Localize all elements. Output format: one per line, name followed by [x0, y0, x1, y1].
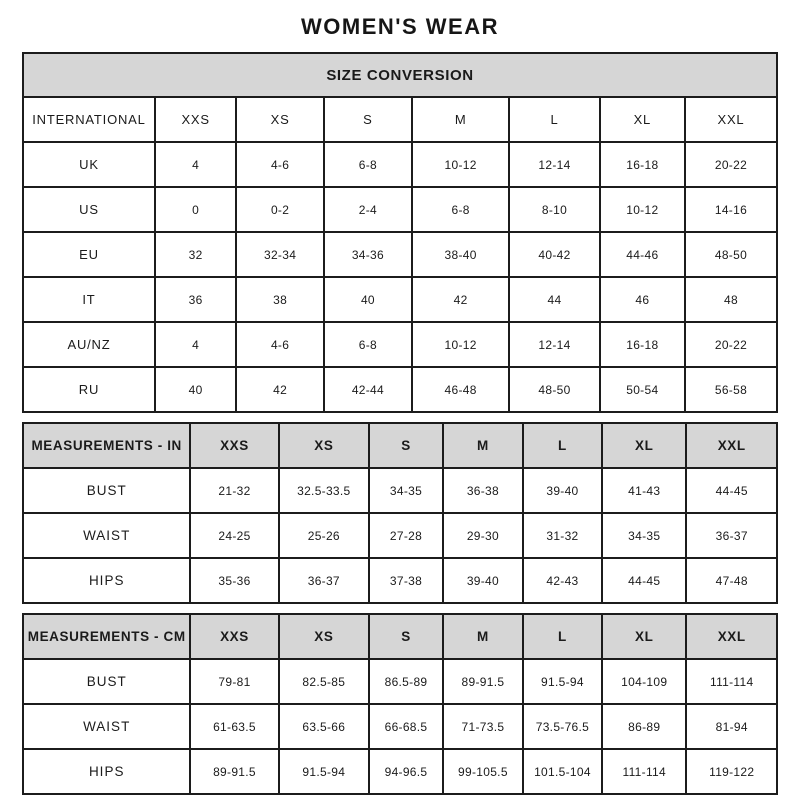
value-cell: 42 — [236, 367, 323, 412]
value-cell: 41-43 — [602, 468, 686, 513]
value-cell: 40 — [324, 277, 412, 322]
value-cell: 50-54 — [600, 367, 685, 412]
value-cell: 111-114 — [602, 749, 686, 794]
row-label-cell: UK — [23, 142, 155, 187]
value-cell: 44-45 — [602, 558, 686, 603]
table-row — [23, 322, 777, 367]
size-header-cell: XS — [279, 614, 369, 659]
size-header-cell: XXL — [686, 614, 777, 659]
value-cell: 42 — [412, 277, 509, 322]
row-label-cell: HIPS — [23, 749, 190, 794]
value-cell: 38 — [236, 277, 323, 322]
table-row — [23, 659, 777, 704]
row-label-cell: HIPS — [23, 558, 190, 603]
value-cell: 48 — [685, 277, 777, 322]
value-cell: 10-12 — [412, 142, 509, 187]
value-cell: 12-14 — [509, 142, 599, 187]
table-row — [23, 142, 777, 187]
size-header-cell: XXS — [190, 423, 278, 468]
size-header-cell: M — [412, 97, 509, 142]
value-cell: 36-37 — [686, 513, 777, 558]
measurements-in-table — [22, 422, 778, 604]
value-cell: 104-109 — [602, 659, 686, 704]
table-row — [23, 187, 777, 232]
value-cell: 71-73.5 — [443, 704, 523, 749]
size-header-cell: L — [523, 423, 602, 468]
value-cell: 32-34 — [236, 232, 323, 277]
value-cell: 82.5-85 — [279, 659, 369, 704]
value-cell: 56-58 — [685, 367, 777, 412]
value-cell: 34-35 — [369, 468, 443, 513]
value-cell: 36 — [155, 277, 236, 322]
size-header-cell: XL — [600, 97, 685, 142]
value-cell: 16-18 — [600, 322, 685, 367]
value-cell: 4-6 — [236, 142, 323, 187]
row-label-cell: BUST — [23, 659, 190, 704]
value-cell: 10-12 — [600, 187, 685, 232]
value-cell: 6-8 — [324, 142, 412, 187]
value-cell: 31-32 — [523, 513, 602, 558]
value-cell: 89-91.5 — [190, 749, 278, 794]
table-caption-row — [23, 53, 777, 97]
size-header-cell: S — [369, 423, 443, 468]
size-header-cell: L — [509, 97, 599, 142]
value-cell: 42-44 — [324, 367, 412, 412]
table-row — [23, 704, 777, 749]
value-cell: 101.5-104 — [523, 749, 602, 794]
value-cell: 40-42 — [509, 232, 599, 277]
table-header-row — [23, 423, 777, 468]
size-header-cell: XS — [279, 423, 369, 468]
page-title: WOMEN'S WEAR — [301, 14, 499, 39]
value-cell: 4 — [155, 142, 236, 187]
value-cell: 16-18 — [600, 142, 685, 187]
size-header-cell: XL — [602, 614, 686, 659]
value-cell: 44-46 — [600, 232, 685, 277]
value-cell: 44-45 — [686, 468, 777, 513]
value-cell: 63.5-66 — [279, 704, 369, 749]
size-header-cell: M — [443, 423, 523, 468]
row-label-cell: WAIST — [23, 704, 190, 749]
table-header-row — [23, 97, 777, 142]
row-label-cell: RU — [23, 367, 155, 412]
value-cell: 20-22 — [685, 322, 777, 367]
value-cell: 21-32 — [190, 468, 278, 513]
size-header-cell: XXL — [686, 423, 777, 468]
value-cell: 48-50 — [685, 232, 777, 277]
table-row — [23, 468, 777, 513]
value-cell: 91.5-94 — [523, 659, 602, 704]
value-cell: 46-48 — [412, 367, 509, 412]
header-corner-cell: MEASUREMENTS - CM — [23, 614, 190, 659]
row-label-cell: US — [23, 187, 155, 232]
value-cell: 0-2 — [236, 187, 323, 232]
table-header-row — [23, 614, 777, 659]
measurements-cm-table — [22, 613, 778, 795]
value-cell: 40 — [155, 367, 236, 412]
value-cell: 34-35 — [602, 513, 686, 558]
value-cell: 66-68.5 — [369, 704, 443, 749]
value-cell: 46 — [600, 277, 685, 322]
table-row — [23, 367, 777, 412]
size-header-cell: L — [523, 614, 602, 659]
value-cell: 42-43 — [523, 558, 602, 603]
size-header-cell: M — [443, 614, 523, 659]
value-cell: 73.5-76.5 — [523, 704, 602, 749]
value-cell: 44 — [509, 277, 599, 322]
table-row — [23, 513, 777, 558]
value-cell: 36-37 — [279, 558, 369, 603]
table-row — [23, 232, 777, 277]
value-cell: 35-36 — [190, 558, 278, 603]
value-cell: 81-94 — [686, 704, 777, 749]
value-cell: 32.5-33.5 — [279, 468, 369, 513]
value-cell: 4 — [155, 322, 236, 367]
value-cell: 47-48 — [686, 558, 777, 603]
size-header-cell: XXS — [155, 97, 236, 142]
value-cell: 111-114 — [686, 659, 777, 704]
row-label-cell: EU — [23, 232, 155, 277]
row-label-cell: BUST — [23, 468, 190, 513]
value-cell: 2-4 — [324, 187, 412, 232]
row-label-cell: AU/NZ — [23, 322, 155, 367]
size-conversion-table — [22, 52, 778, 413]
value-cell: 32 — [155, 232, 236, 277]
size-header-cell: XXL — [685, 97, 777, 142]
size-header-cell: XXS — [190, 614, 278, 659]
size-header-cell: S — [324, 97, 412, 142]
size-header-cell: XS — [236, 97, 323, 142]
value-cell: 38-40 — [412, 232, 509, 277]
value-cell: 4-6 — [236, 322, 323, 367]
value-cell: 29-30 — [443, 513, 523, 558]
table-caption: SIZE CONVERSION — [23, 53, 777, 97]
row-label-cell: WAIST — [23, 513, 190, 558]
value-cell: 39-40 — [443, 558, 523, 603]
value-cell: 12-14 — [509, 322, 599, 367]
value-cell: 89-91.5 — [443, 659, 523, 704]
value-cell: 91.5-94 — [279, 749, 369, 794]
value-cell: 20-22 — [685, 142, 777, 187]
value-cell: 86-89 — [602, 704, 686, 749]
value-cell: 39-40 — [523, 468, 602, 513]
value-cell: 8-10 — [509, 187, 599, 232]
value-cell: 86.5-89 — [369, 659, 443, 704]
value-cell: 48-50 — [509, 367, 599, 412]
value-cell: 6-8 — [324, 322, 412, 367]
value-cell: 27-28 — [369, 513, 443, 558]
value-cell: 99-105.5 — [443, 749, 523, 794]
size-header-cell: S — [369, 614, 443, 659]
value-cell: 24-25 — [190, 513, 278, 558]
value-cell: 0 — [155, 187, 236, 232]
table-row — [23, 277, 777, 322]
value-cell: 10-12 — [412, 322, 509, 367]
table-row — [23, 749, 777, 794]
value-cell: 119-122 — [686, 749, 777, 794]
value-cell: 61-63.5 — [190, 704, 278, 749]
size-header-cell: XL — [602, 423, 686, 468]
value-cell: 6-8 — [412, 187, 509, 232]
header-corner-cell: INTERNATIONAL — [23, 97, 155, 142]
header-corner-cell: MEASUREMENTS - IN — [23, 423, 190, 468]
row-label-cell: IT — [23, 277, 155, 322]
value-cell: 34-36 — [324, 232, 412, 277]
value-cell: 36-38 — [443, 468, 523, 513]
value-cell: 37-38 — [369, 558, 443, 603]
value-cell: 14-16 — [685, 187, 777, 232]
table-row — [23, 558, 777, 603]
value-cell: 94-96.5 — [369, 749, 443, 794]
value-cell: 25-26 — [279, 513, 369, 558]
value-cell: 79-81 — [190, 659, 278, 704]
